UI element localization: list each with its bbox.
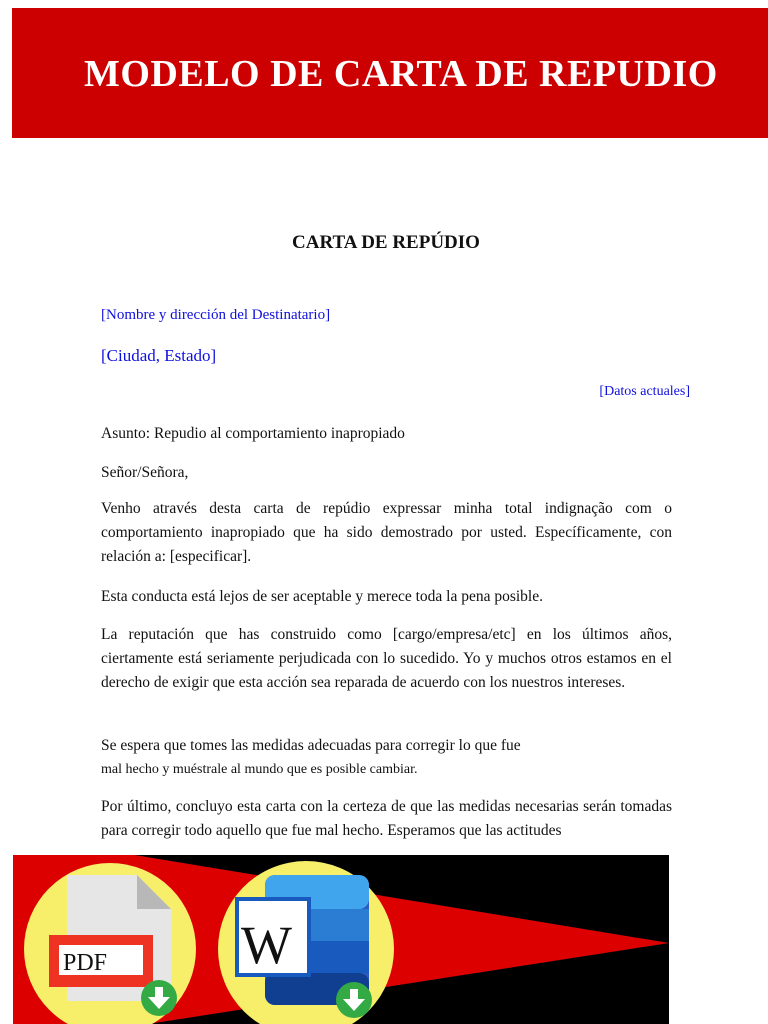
date-placeholder: [Datos actuales]: [599, 384, 690, 399]
recipient-placeholder: [Nombre y dirección del Destinatario]: [101, 307, 331, 323]
subject-line: Asunto: Repudio al comportamiento inapropiado: [101, 425, 405, 442]
pdf-label: PDF: [63, 950, 108, 976]
header-banner: [12, 8, 768, 138]
paragraph-2: Esta conducta está lejos de ser aceptable y merece toda la pena posible.: [101, 588, 543, 605]
letter-title: CARTA DE REPÚDIO: [292, 232, 480, 253]
pdf-download-arrow-icon: [141, 980, 177, 1016]
city-placeholder: [Ciudad, Estado]: [101, 346, 217, 365]
paragraph-5: Por último, concluyo esta carta con la certeza de que las medidas necesarias serán tomadas para corregir todo aquello que fue mal hecho. Esperamos que las actitudes: [101, 798, 672, 839]
paragraph-3: La reputación que has construido como [cargo/empresa/etc] en los últimos años, ciertamente está seriamente perjudicada con lo sucedido. Yo y muchos otros estamos en el derecho de exigir que esta acción sea reparada de acuerdo con los nuestros intereses.: [101, 626, 672, 691]
word-label: W: [241, 915, 292, 975]
paragraph-4-line-1: Se espera que tomes las medidas adecuadas para corregir lo que fue: [101, 737, 521, 754]
paragraph-4-line-2: mal hecho y muéstrale al mundo que es posible cambiar.: [101, 762, 418, 777]
greeting: Señor/Señora,: [101, 464, 189, 481]
paragraph-4: [101, 734, 672, 782]
banner-title: MODELO DE CARTA DE REPUDIO: [84, 53, 718, 95]
word-download-arrow-icon: [336, 982, 372, 1018]
download-footer: [13, 855, 669, 1024]
paragraph-1: Venho através desta carta de repúdio expressar minha total indignação com o comportamiento inapropiado que ha sido demostrado por usted. Específicamente, con relación a: [especificar].: [101, 500, 672, 565]
